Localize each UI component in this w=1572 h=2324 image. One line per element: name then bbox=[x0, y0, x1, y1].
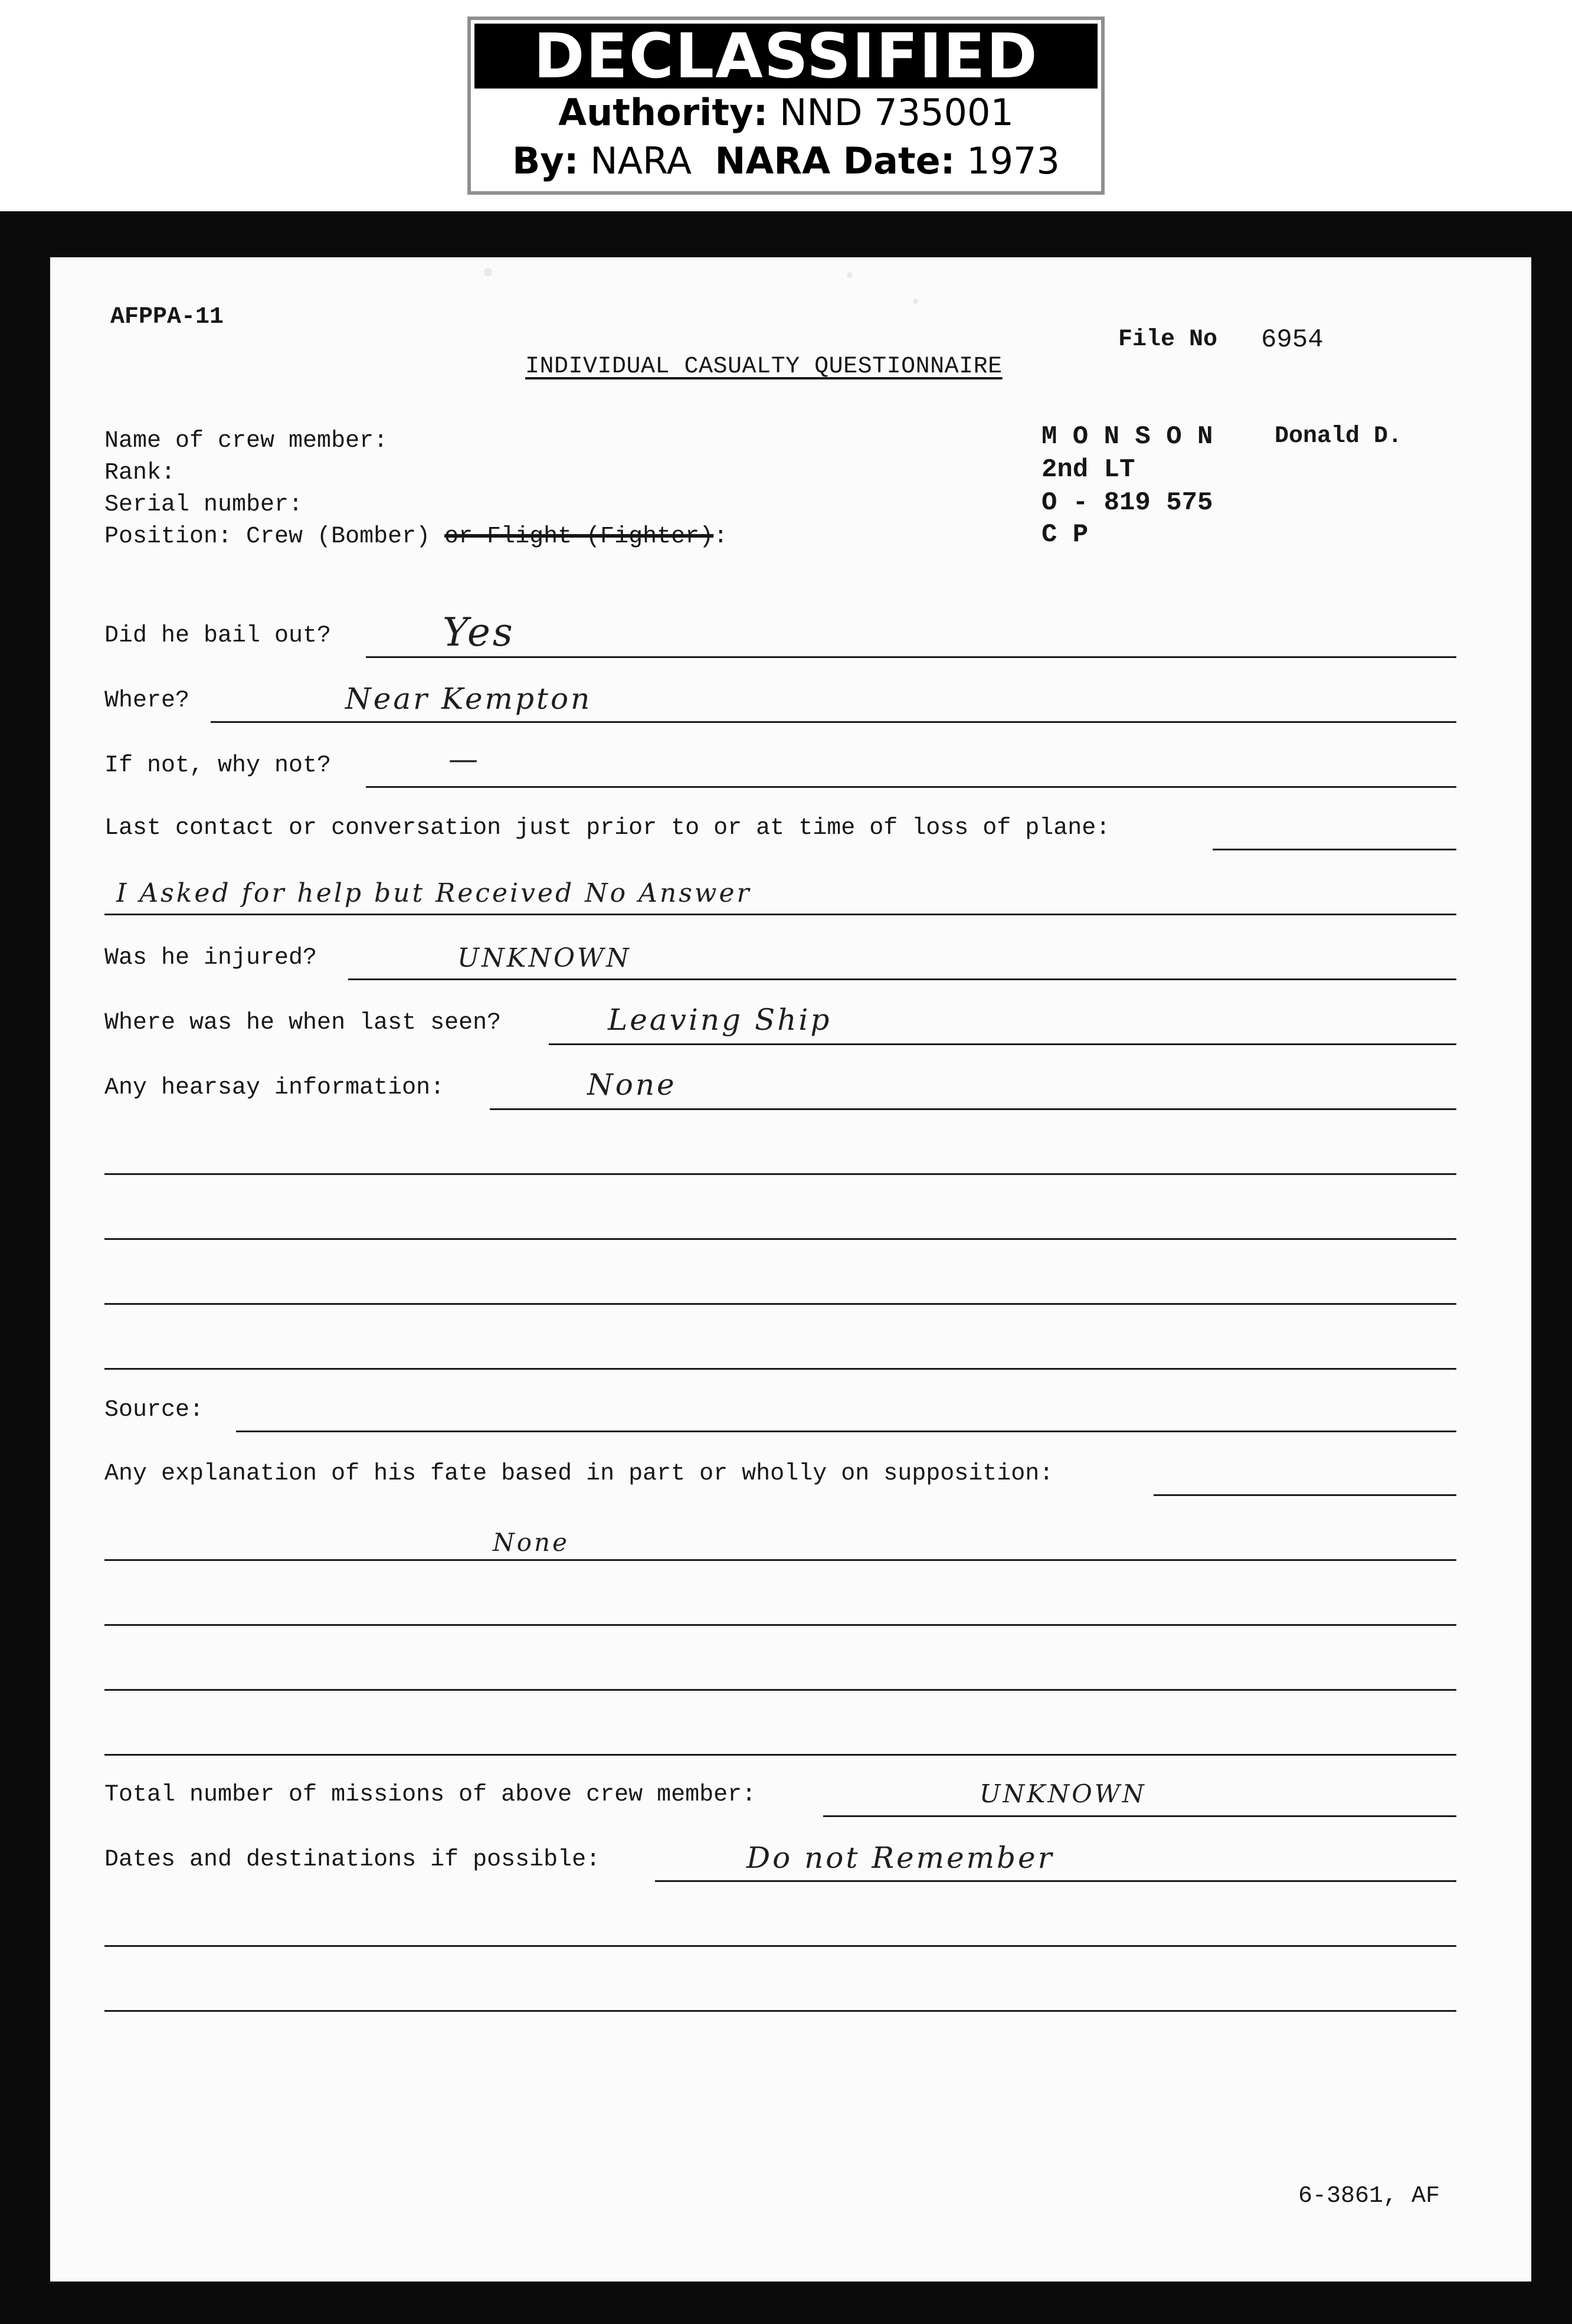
injured-label: Was he injured? bbox=[104, 945, 317, 971]
bail-out-line bbox=[366, 656, 1456, 658]
form-title: INDIVIDUAL CASUALTY QUESTIONNAIRE bbox=[525, 353, 1003, 380]
stamp-authority-line bbox=[471, 89, 1101, 137]
crew-serial: O - 819 575 bbox=[1042, 488, 1213, 518]
file-number-value: 6954 bbox=[1261, 325, 1324, 355]
supposition-line-1 bbox=[1154, 1494, 1456, 1496]
crew-rank: 2nd LT bbox=[1042, 455, 1135, 485]
questionnaire-page bbox=[50, 257, 1531, 2282]
scanned-document bbox=[0, 211, 1572, 2324]
hearsay-extra-line-1 bbox=[104, 1173, 1456, 1175]
missions-line bbox=[823, 1815, 1456, 1817]
injured-answer: UNKNOWN bbox=[457, 943, 631, 973]
file-number-label: File No bbox=[1118, 326, 1218, 353]
missions-answer: UNKNOWN bbox=[980, 1779, 1147, 1808]
stamp-date-value: 1973 bbox=[967, 139, 1060, 182]
hearsay-answer: None bbox=[587, 1068, 677, 1102]
last-contact-line-1 bbox=[1213, 849, 1456, 850]
crew-serial-label: Serial number: bbox=[104, 492, 303, 518]
last-seen-label: Where was he when last seen? bbox=[104, 1010, 502, 1036]
last-seen-line bbox=[549, 1043, 1456, 1045]
dates-extra-line-1 bbox=[104, 1945, 1456, 1947]
stamp-by-label: By: bbox=[512, 139, 579, 182]
if-not-answer: — bbox=[448, 742, 480, 776]
bail-out-label: Did he bail out? bbox=[104, 623, 332, 649]
scan-speck bbox=[847, 272, 853, 278]
hearsay-line bbox=[490, 1108, 1456, 1110]
position-label-prefix: Position: Crew (Bomber) bbox=[104, 523, 431, 550]
hearsay-extra-line-2 bbox=[104, 1238, 1456, 1240]
dates-line bbox=[655, 1880, 1456, 1882]
last-contact-line-2 bbox=[104, 914, 1456, 915]
crew-surname: M O N S O N bbox=[1042, 422, 1213, 451]
source-label: Source: bbox=[104, 1397, 204, 1423]
position-label-suffix: : bbox=[713, 523, 728, 550]
last-contact-answer: I Asked for help but Received No Answer bbox=[116, 878, 752, 908]
source-line bbox=[236, 1431, 1456, 1432]
supposition-label: Any explanation of his fate based in part or wholly on supposition: bbox=[104, 1461, 1054, 1487]
stamp-date-label: NARA Date: bbox=[715, 139, 955, 182]
stamp-authority-label: Authority: bbox=[558, 91, 768, 134]
if-not-label: If not, why not? bbox=[104, 752, 332, 779]
supposition-line-4 bbox=[104, 1689, 1456, 1691]
where-label: Where? bbox=[104, 688, 190, 714]
scan-speck bbox=[484, 268, 492, 276]
declassified-stamp bbox=[467, 17, 1105, 195]
bail-out-answer: Yes bbox=[443, 610, 515, 655]
injured-line bbox=[348, 978, 1456, 980]
crew-position-label bbox=[104, 523, 728, 551]
dates-answer: Do not Remember bbox=[746, 1841, 1054, 1875]
supposition-line-3 bbox=[104, 1624, 1456, 1626]
stamp-by-value: NARA bbox=[590, 139, 692, 182]
hearsay-label: Any hearsay information: bbox=[104, 1075, 445, 1101]
dates-extra-line-2 bbox=[104, 2010, 1456, 2012]
stamp-by-line bbox=[471, 137, 1101, 185]
crew-rank-label: Rank: bbox=[104, 460, 176, 486]
if-not-line bbox=[366, 786, 1456, 788]
where-answer: Near Kempton bbox=[345, 682, 592, 716]
hearsay-extra-line-4 bbox=[104, 1368, 1456, 1370]
footer-form-code: 6-3861, AF bbox=[1298, 2183, 1440, 2210]
hearsay-extra-line-3 bbox=[104, 1303, 1456, 1305]
crew-name-label: Name of crew member: bbox=[104, 428, 388, 454]
form-id: AFPPA-11 bbox=[110, 304, 224, 330]
stamp-title: DECLASSIFIED bbox=[474, 24, 1098, 89]
crew-position: C P bbox=[1042, 520, 1089, 549]
where-line bbox=[211, 721, 1456, 723]
crew-given-name: Donald D. bbox=[1275, 423, 1403, 450]
last-contact-label: Last contact or conversation just prior to or at time of loss of plane: bbox=[104, 815, 1111, 842]
supposition-line-5 bbox=[104, 1754, 1456, 1756]
supposition-answer: None bbox=[493, 1528, 569, 1557]
last-seen-answer: Leaving Ship bbox=[608, 1003, 832, 1037]
missions-label: Total number of missions of above crew member: bbox=[104, 1782, 756, 1808]
scan-speck bbox=[913, 299, 918, 304]
supposition-line-2 bbox=[104, 1559, 1456, 1561]
dates-label: Dates and destinations if possible: bbox=[104, 1847, 601, 1873]
position-label-struck: or Flight (Fighter) bbox=[444, 523, 714, 550]
stamp-authority-value: NND 735001 bbox=[780, 91, 1014, 134]
